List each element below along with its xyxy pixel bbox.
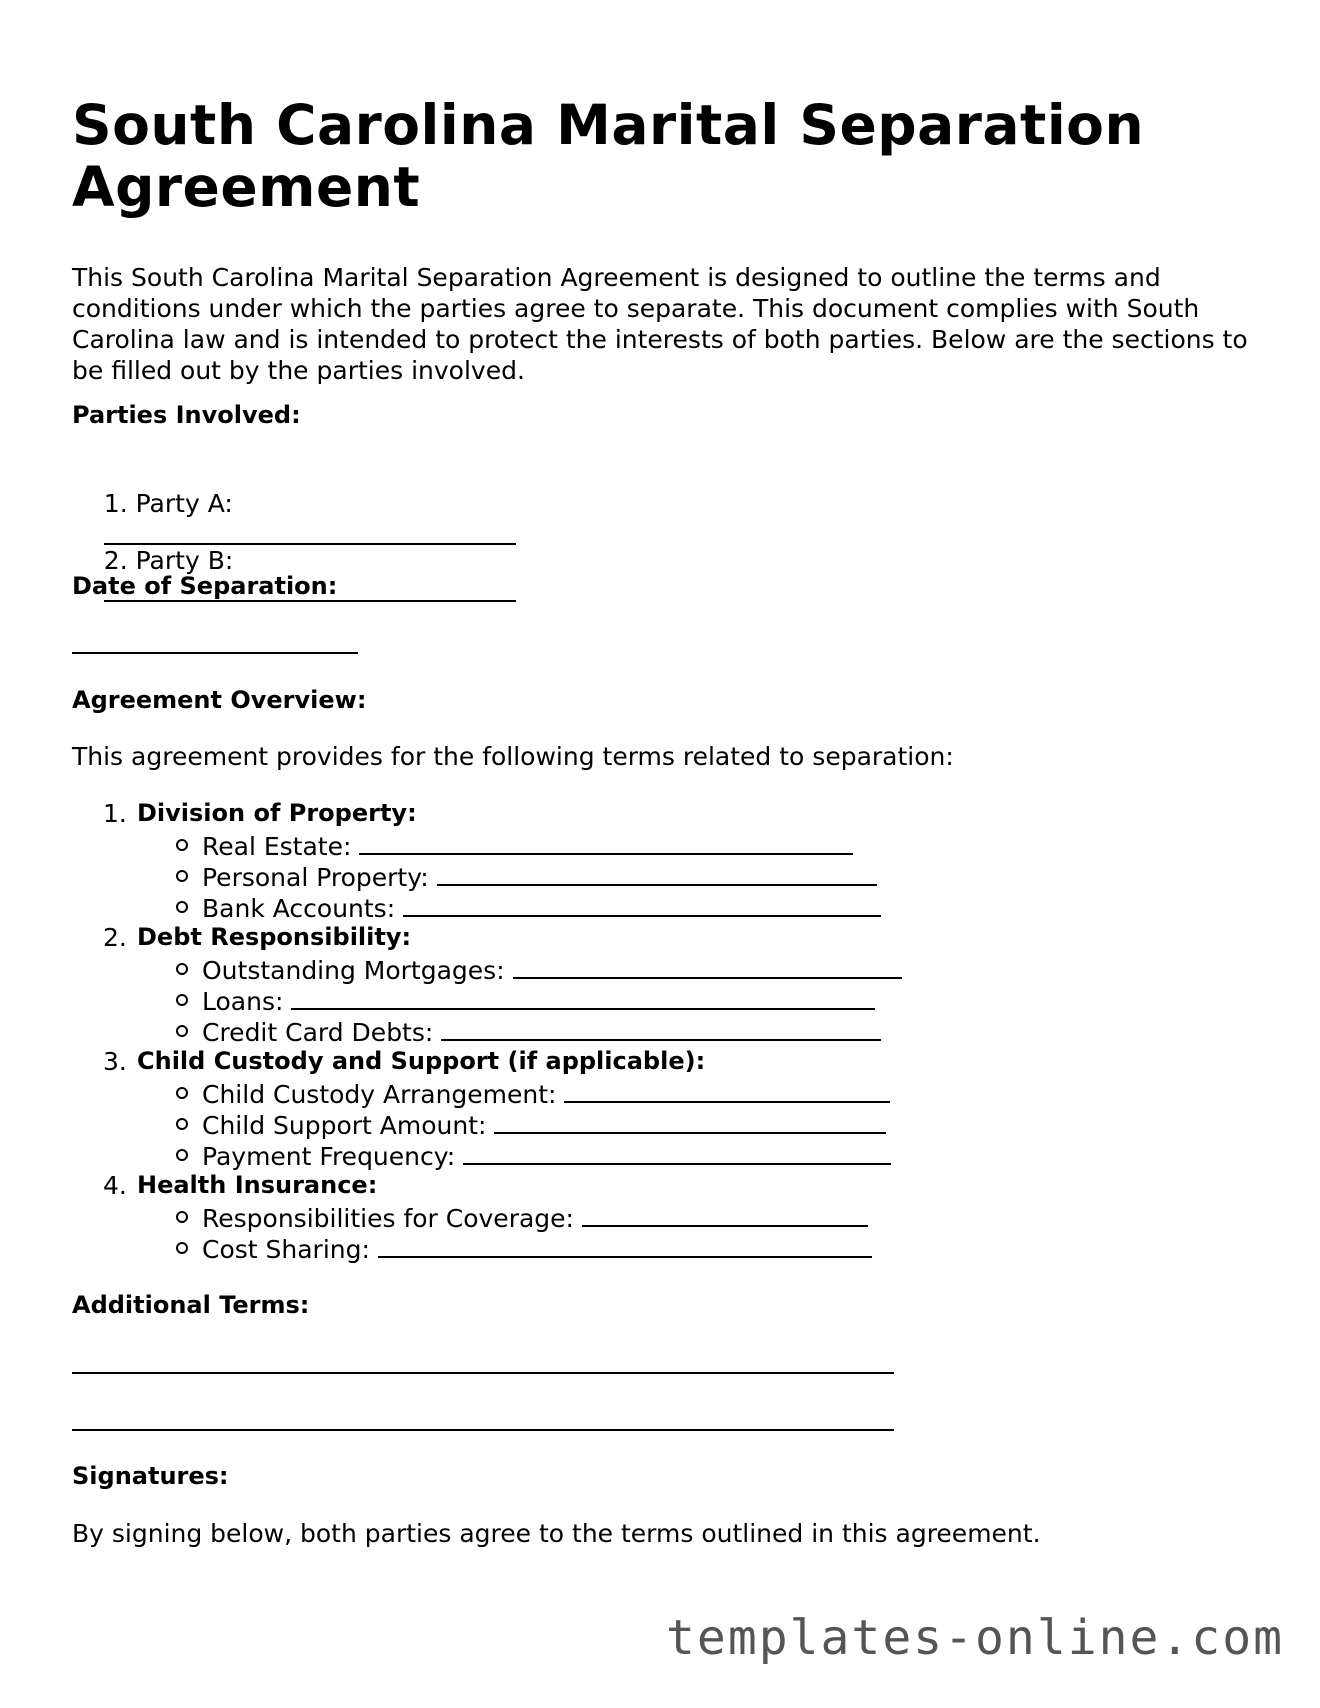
payment-frequency-field[interactable] — [463, 1139, 891, 1165]
separation-date-heading: Date of Separation: — [72, 572, 338, 600]
item-label: Payment Frequency: — [202, 1142, 456, 1171]
bullet-icon — [176, 963, 188, 975]
section-number: 1. — [103, 799, 127, 828]
party-a-label: 1. Party A: — [103, 489, 233, 518]
intro-paragraph: This South Carolina Marital Separation Agreement is designed to outline the terms and conditions under which the parties agree to separate. This document complies with South Carolina law and is intended to protect the interests of both parties. Below are the sections to be filled out by the parties involved. — [72, 263, 1248, 385]
bullet-icon — [176, 901, 188, 913]
bullet-icon — [176, 1211, 188, 1223]
overview-text: This agreement provides for the following terms related to separation: — [72, 742, 954, 771]
section-title: Debt Responsibility: — [137, 923, 412, 951]
coverage-field[interactable] — [582, 1201, 868, 1227]
watermark: templates-online.com — [666, 1610, 1284, 1666]
cost-sharing-field[interactable] — [378, 1232, 872, 1258]
additional-terms-field-1[interactable] — [72, 1348, 894, 1374]
credit-card-field[interactable] — [441, 1015, 881, 1041]
item-label: Credit Card Debts: — [202, 1018, 434, 1047]
signatures-text: By signing below, both parties agree to the terms outlined in this agreement. — [72, 1519, 1041, 1548]
custody-field[interactable] — [564, 1077, 890, 1103]
item-label: Outstanding Mortgages: — [202, 956, 505, 985]
item-label: Bank Accounts: — [202, 894, 396, 923]
parties-heading: Parties Involved: — [72, 401, 301, 429]
item-label: Real Estate: — [202, 832, 352, 861]
mortgages-field[interactable] — [513, 953, 902, 979]
overview-heading: Agreement Overview: — [72, 686, 367, 714]
bullet-icon — [176, 1025, 188, 1037]
section-number: 2. — [103, 923, 127, 952]
additional-terms-heading: Additional Terms: — [72, 1291, 310, 1319]
section-title: Child Custody and Support (if applicable): — [137, 1047, 706, 1075]
loans-field[interactable] — [291, 984, 875, 1010]
bullet-icon — [176, 870, 188, 882]
document-title: South Carolina Marital Separation Agreement — [72, 93, 1145, 219]
section-number: 4. — [103, 1171, 127, 1200]
bullet-icon — [176, 839, 188, 851]
item-label: Personal Property: — [202, 863, 429, 892]
item-label: Child Support Amount: — [202, 1111, 487, 1140]
bullet-icon — [176, 1242, 188, 1254]
additional-terms-field-2[interactable] — [72, 1405, 894, 1431]
item-label: Loans: — [202, 987, 284, 1016]
bullet-icon — [176, 1149, 188, 1161]
personal-property-field[interactable] — [437, 860, 877, 886]
section-title: Health Insurance: — [137, 1171, 378, 1199]
support-amount-field[interactable] — [494, 1108, 886, 1134]
separation-date-field[interactable] — [72, 628, 358, 654]
section-number: 3. — [103, 1047, 127, 1076]
signatures-heading: Signatures: — [72, 1462, 229, 1490]
bank-accounts-field[interactable] — [403, 891, 881, 917]
document-page — [72, 0, 1252, 1548]
item-label: Cost Sharing: — [202, 1235, 370, 1264]
item-label: Responsibilities for Coverage: — [202, 1204, 574, 1233]
item-label: Child Custody Arrangement: — [202, 1080, 557, 1109]
section-title: Division of Property: — [137, 799, 417, 827]
real-estate-field[interactable] — [359, 829, 853, 855]
bullet-icon — [176, 1087, 188, 1099]
bullet-icon — [176, 1118, 188, 1130]
party-b-label: 2. Party B: — [103, 546, 234, 575]
bullet-icon — [176, 994, 188, 1006]
